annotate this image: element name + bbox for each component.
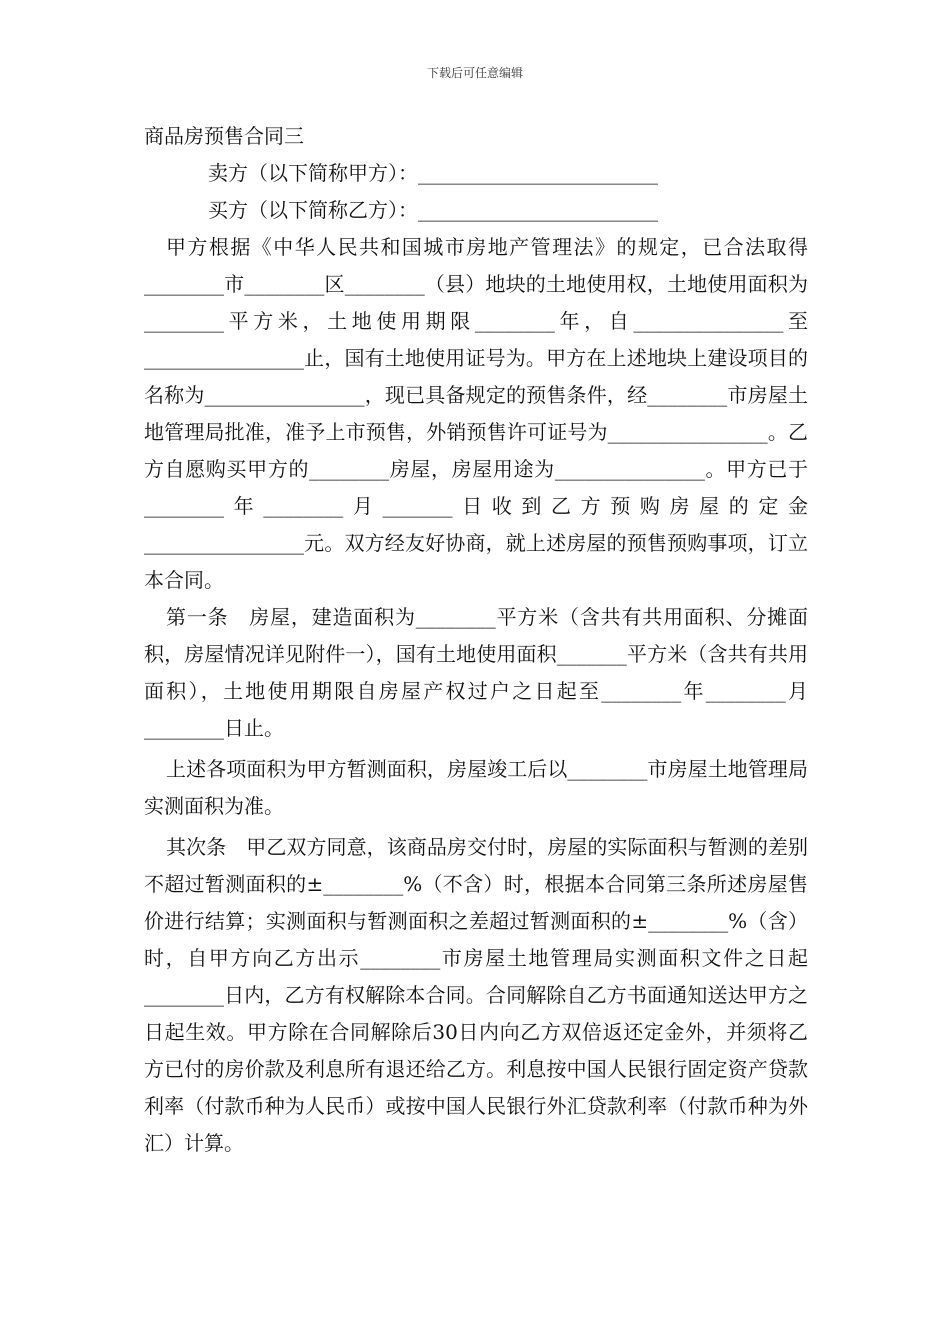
preamble-paragraph: 甲方根据《中华人民共和国城市房地产管理法》的规定，已合法取得________市________区________（县）地块的土地使用权，土地使用面积为________平方米，土地使用期限________年，自_______________至________________止，国有土地使用证号为。甲方在上述地块上建设项目的名称为________________，现已具备规定的预售条件，经________市房屋土地管理局批准，准予上市预售，外销预售许可证号为________________。乙方自愿购买甲方的________房屋，房屋用途为_______________。甲方已于________年________月_______日收到乙方预购房屋的定金________________元。双方经友好协商，就上述房屋的预售预购事项，订立本合同。 xyxy=(144,235,808,592)
document-title: 商品房预售合同三 xyxy=(144,124,304,148)
seller-line: 卖方（以下简称甲方）：________________________ xyxy=(208,161,658,185)
document-body xyxy=(144,118,808,1162)
area-note-paragraph: 上述各项面积为甲方暂测面积，房屋竣工后以________市房屋土地管理局实测面积为准。 xyxy=(144,757,808,818)
article-one-paragraph: 第一条 房屋，建造面积为________平方米（含共有共用面积、分摊面积，房屋情况详见附件一），国有土地使用面积_______平方米（含共有共用面积），土地使用期限自房屋产权过户之日起至________年________月________日止。 xyxy=(144,605,808,740)
page-header: 下载后可任意编辑 xyxy=(426,66,523,80)
article-two-paragraph: 其次条 甲乙双方同意，该商品房交付时，房屋的实际面积与暂测的差别不超过暂测面积的±________%（不含）时，根据本合同第三条所述房屋售价进行结算；实测面积与暂测面积之差超过暂测面积的±________%（含）时，自甲方向乙方出示________市房屋土地管理局实测面积文件之日起________日内，乙方有权解除本合同。合同解除自乙方书面通知送达甲方之日起生效。甲方除在合同解除后30日内向乙方双倍返还定金外，并须将乙方已付的房价款及利息所有退还给乙方。利息按中国人民银行固定资产贷款利率（付款币种为人民币）或按中国人民银行外汇贷款利率（付款币种为外汇）计算。 xyxy=(144,835,808,1155)
buyer-line: 买方（以下简称乙方）：________________________ xyxy=(208,198,658,222)
